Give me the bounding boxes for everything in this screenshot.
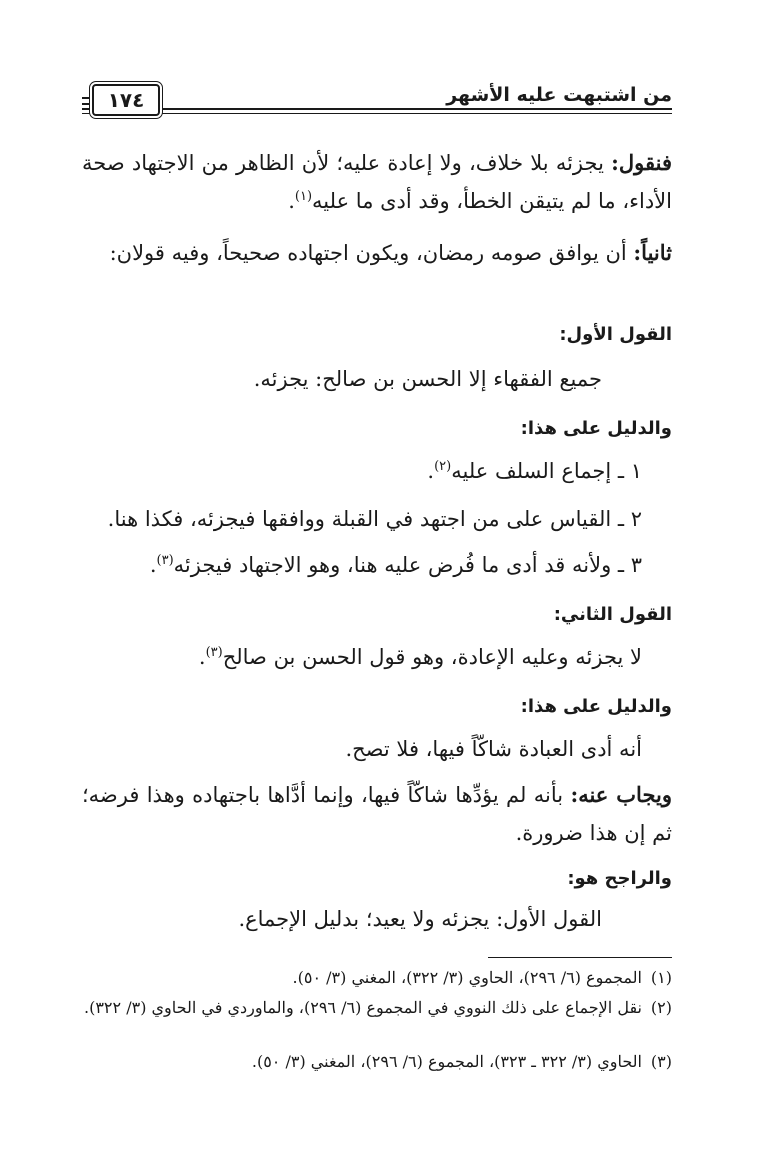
subheading-evidence: والدليل على هذا:	[520, 418, 672, 439]
subheading-evidence: والدليل على هذا:	[520, 696, 672, 717]
subheading-preferred: والراجح هو:	[567, 868, 672, 889]
footnote-rule	[488, 957, 672, 958]
list-item-end: .	[427, 459, 435, 483]
list-item-end: .	[149, 553, 157, 577]
footnote-number: (٣)	[650, 1052, 672, 1071]
list-item	[82, 546, 642, 584]
footnote	[82, 1050, 672, 1074]
footnote-number: (٢)	[650, 998, 672, 1017]
footnote	[82, 966, 672, 990]
page-number-text: ١٧٤	[107, 88, 145, 112]
paragraph-end: .	[288, 189, 295, 213]
list-item	[82, 452, 642, 490]
page-number-ornament	[82, 97, 90, 99]
footnote-text: نقل الإجماع على ذلك النووي في المجموع (٦/ ٢٩٦)، والماوردي في الحاوي (٣/ ٣٢٢).	[84, 998, 642, 1017]
text-line	[82, 638, 642, 676]
subheading-first-opinion: القول الأول:	[559, 324, 672, 345]
page-number	[92, 84, 160, 116]
paragraph-text: أن يوافق صومه رمضان، ويكون اجتهاده صحيحاً، وفيه قولان:	[109, 241, 634, 265]
paragraph-text: بأنه لم يؤدِّها شاكّاً فيها، وإنما أدَّاها باجتهاده وهذا فرضه؛ ثم إن هذا ضرورة.	[82, 783, 672, 845]
footnote-ref: (٣)	[205, 645, 223, 660]
text-line: القول الأول: يجزئه ولا يعيد؛ بدليل الإجماع.	[238, 907, 602, 931]
text-line-body: لا يجزئه وعليه الإعادة، وهو قول الحسن بن صالح	[222, 645, 642, 669]
list-item: ٢ ـ القياس على من اجتهد في القبلة ووافقها فيجزئه، فكذا هنا.	[107, 507, 642, 531]
footnote-text: المجموع (٦/ ٢٩٦)، الحاوي (٣/ ٣٢٢)، المغني (٣/ ٥٠).	[292, 968, 642, 987]
list-item-text: ٣ ـ ولأنه قد أدى ما فُرض عليه هنا، وهو الاجتهاد فيجزئه	[173, 553, 642, 577]
text-line: أنه أدى العبادة شاكّاً فيها، فلا تصح.	[345, 737, 642, 761]
list-item-text: ١ ـ إجماع السلف عليه	[451, 459, 642, 483]
paragraph-lead: فنقول:	[611, 150, 672, 175]
footnote-text: الحاوي (٣/ ٣٢٢ ـ ٣٢٣)، المجموع (٦/ ٢٩٦)، المغني (٣/ ٥٠).	[251, 1052, 642, 1071]
header-rule-thin	[82, 113, 672, 114]
paragraph-lead: ويجاب عنه:	[570, 782, 672, 807]
text-line: جميع الفقهاء إلا الحسن بن صالح: يجزئه.	[253, 367, 602, 391]
header-rule	[82, 108, 672, 110]
paragraph-2	[82, 234, 672, 272]
page-number-ornament	[82, 103, 90, 105]
footnote-ref: (١)	[294, 189, 313, 204]
paragraph-lead: ثانياً:	[633, 240, 672, 265]
footnote-ref: (٢)	[434, 459, 452, 474]
paragraph-1	[82, 144, 672, 220]
running-header-title: من اشتبهت عليه الأشهر	[446, 84, 672, 106]
subheading-second-opinion: القول الثاني:	[553, 604, 672, 625]
text-line-end: .	[198, 645, 206, 669]
paragraph-3	[82, 776, 672, 852]
paragraph-text: يجزئه بلا خلاف، ولا إعادة عليه؛ لأن الظاهر من الاجتهاد صحة الأداء، ما لم يتيقن الخطأ، وقد أدى ما عليه	[82, 151, 672, 213]
footnote-ref: (٣)	[156, 553, 174, 568]
footnote-number: (١)	[650, 968, 672, 987]
footnote	[82, 996, 672, 1020]
